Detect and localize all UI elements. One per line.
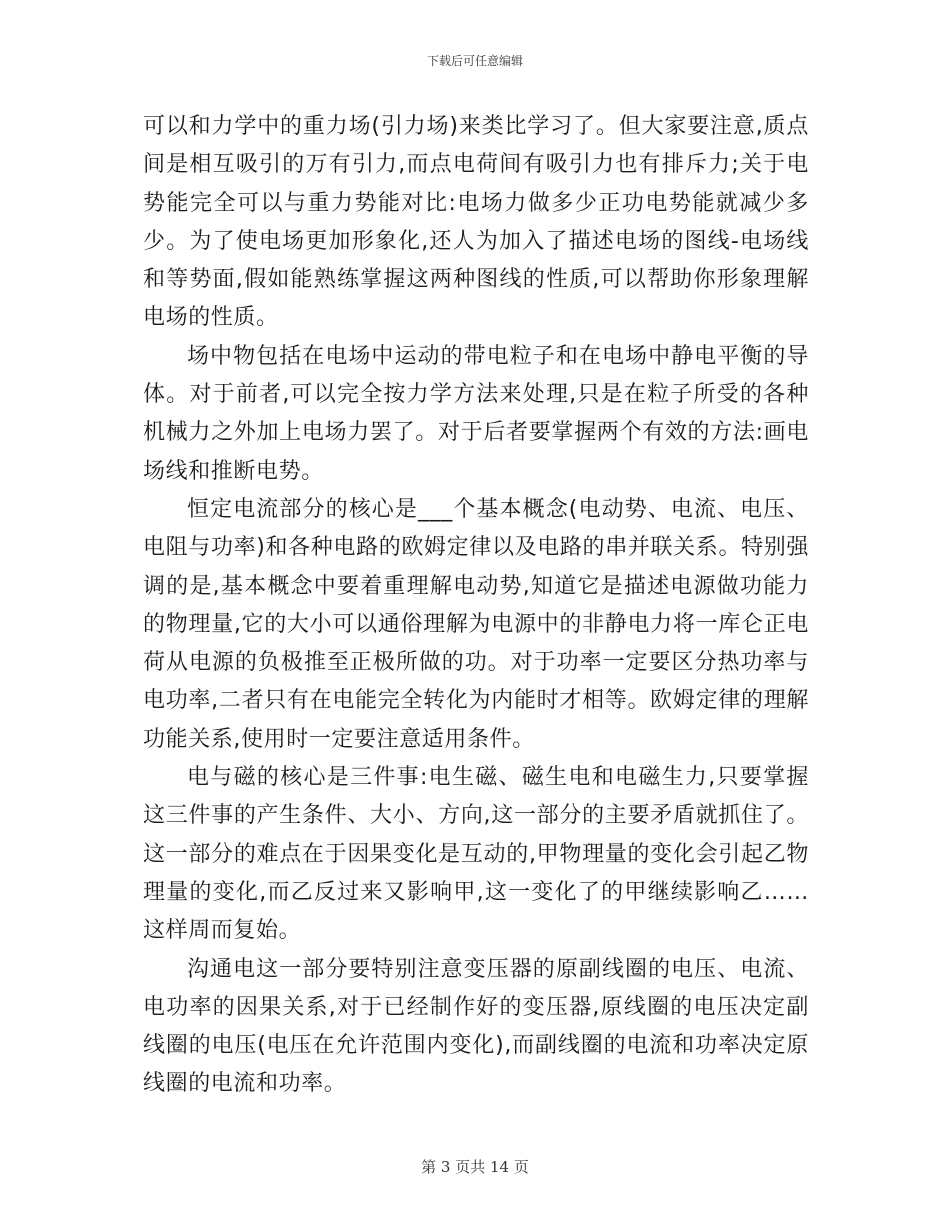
paragraph-electricity-magnetism: 电与磁的核心是三件事:电生磁、磁生电和电磁生力,只要掌握这三件事的产生条件、大小、方向,这一部分的主要矛盾就抓住了。这一部分的难点在于因果变化是互动的,甲物理量的变化会引起乙物理量的变化,而乙反过来又影响甲,这一变化了的甲继续影响乙……这样周而复始。 xyxy=(143,765,809,944)
paragraph-electric-field-analogy: 可以和力学中的重力场(引力场)来类比学习了。但大家要注意,质点间是相互吸引的万有引力,而点电荷间有吸引力也有排斥力;关于电势能完全可以与重力势能对比:电场力做多少正功电势能就减少多少。为了使电场更加形象化,还人为加入了描述电场的图线-电场线和等势面,假如能熟练掌握这两种图线的性质,可以帮助你形象理解电场的性质。 xyxy=(143,114,809,331)
page-header: 下载后可任意编辑 xyxy=(426,54,523,68)
paragraph-alternating-current: 沟通电这一部分要特别注意变压器的原副线圈的电压、电流、电功率的因果关系,对于已经制作好的变压器,原线圈的电压决定副线圈的电压(电压在允许范围内变化),而副线圈的电流和功率决定原线圈的电流和功率。 xyxy=(143,956,809,1097)
document-body xyxy=(143,108,809,1104)
page-number: 第 3 页共 14 页 xyxy=(421,1158,529,1176)
paragraph-constant-current: 恒定电流部分的核心是___个基本概念(电动势、电流、电压、电阻与功率)和各种电路的欧姆定律以及电路的串并联关系。特别强调的是,基本概念中要着重理解电动势,知道它是描述电源做功能力的物理量,它的大小可以通俗理解为电源中的非静电力将一库仑正电荷从电源的负极推至正极所做的功。对于功率一定要区分热功率与电功率,二者只有在电能完全转化为内能时才相等。欧姆定律的理解功能关系,使用时一定要注意适用条件。 xyxy=(143,496,809,752)
paragraph-field-objects: 场中物包括在电场中运动的带电粒子和在电场中静电平衡的导体。对于前者,可以完全按力学方法来处理,只是在粒子所受的各种机械力之外加上电场力罢了。对于后者要掌握两个有效的方法:画电场线和推断电势。 xyxy=(143,343,809,484)
